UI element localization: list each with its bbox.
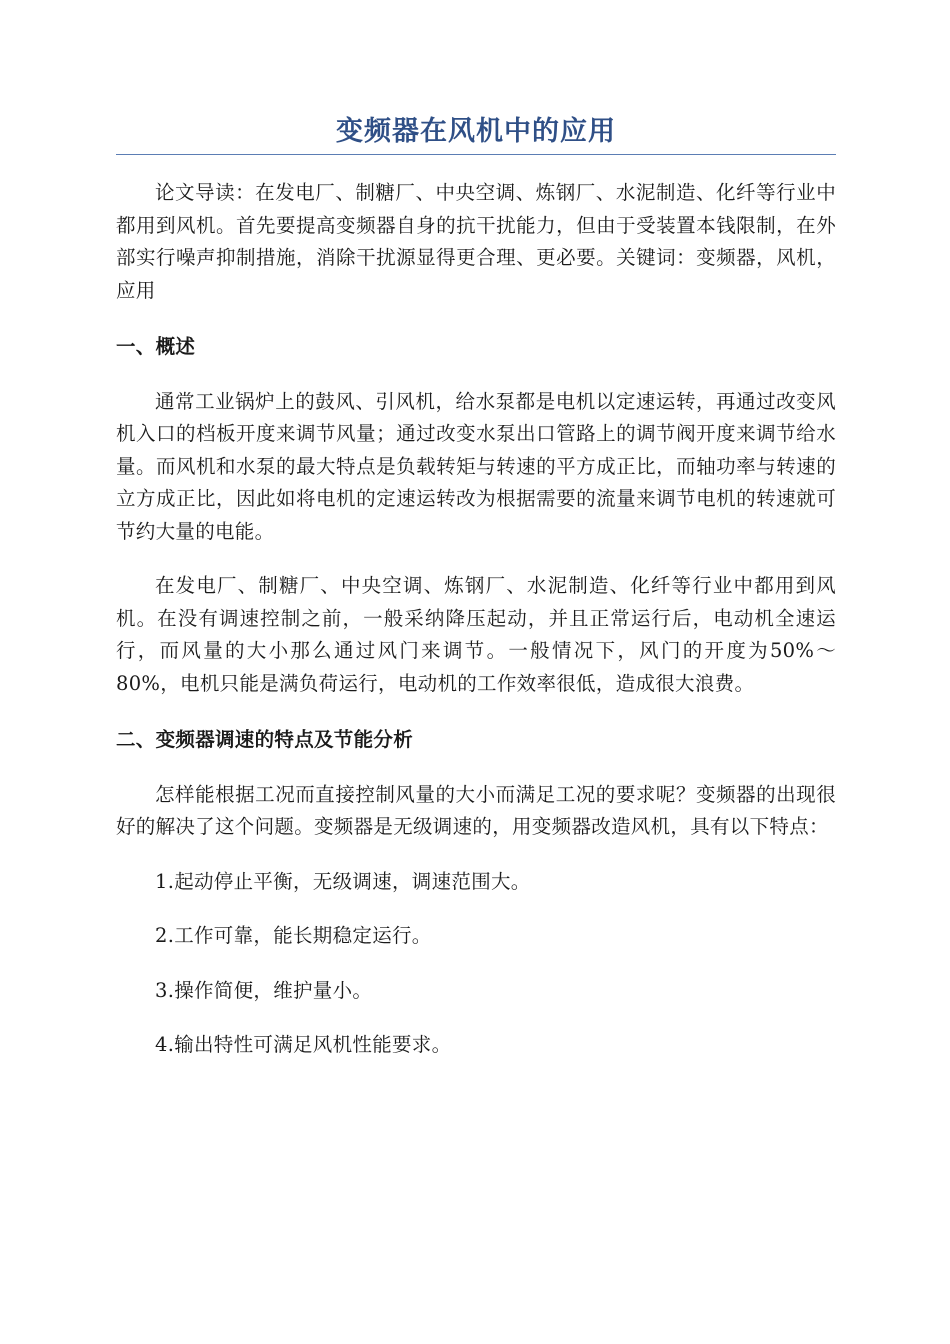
section-heading-features: 二、变频器调速的特点及节能分析 xyxy=(116,728,414,751)
overview-paragraph-2: 在发电厂、制糖厂、中央空调、炼钢厂、水泥制造、化纤等行业中都用到风机。在没有调速控制之前，一般采纳降压起动，并且正常运行后，电动机全速运行，而风量的大小那么通过风门来调节。一般情况下，风门的开度为50%～80%，电机只能是满负荷运行，电动机的工作效率很低，造成很大浪费。 xyxy=(116,574,836,695)
feature-item-2: 2.工作可靠，能长期稳定运行。 xyxy=(155,924,432,947)
intro-paragraph: 论文导读：在发电厂、制糖厂、中央空调、炼钢厂、水泥制造、化纤等行业中都用到风机。首先要提高变频器自身的抗干扰能力，但由于受装置本钱限制，在外部实行噪声抑制措施，消除干扰源显得更合理、更必要。关键词：变频器，风机，应用 xyxy=(116,181,836,302)
section-heading-overview: 一、概述 xyxy=(116,335,196,358)
document-page xyxy=(116,112,836,1062)
overview-paragraph-1: 通常工业锅炉上的鼓风、引风机，给水泵都是电机以定速运转，再通过改变风机入口的档板开度来调节风量；通过改变水泵出口管路上的调节阀开度来调节给水量。而风机和水泵的最大特点是负载转矩与转速的平方成正比，而轴功率与转速的立方成正比，因此如将电机的定速运转改为根据需要的流量来调节电机的转速就可节约大量的电能。 xyxy=(116,389,836,543)
feature-item-3: 3.操作简便，维护量小。 xyxy=(155,978,373,1002)
document-title: 变频器在风机中的应用 xyxy=(116,112,836,155)
feature-item-4: 4.输出特性可满足风机性能要求。 xyxy=(155,1033,452,1056)
feature-item-1: 1.起动停止平衡，无级调速，调速范围大。 xyxy=(155,869,531,893)
features-paragraph-1: 怎样能根据工况而直接控制风量的大小而满足工况的要求呢？变频器的出现很好的解决了这个问题。变频器是无级调速的，用变频器改造风机，具有以下特点： xyxy=(116,782,836,838)
